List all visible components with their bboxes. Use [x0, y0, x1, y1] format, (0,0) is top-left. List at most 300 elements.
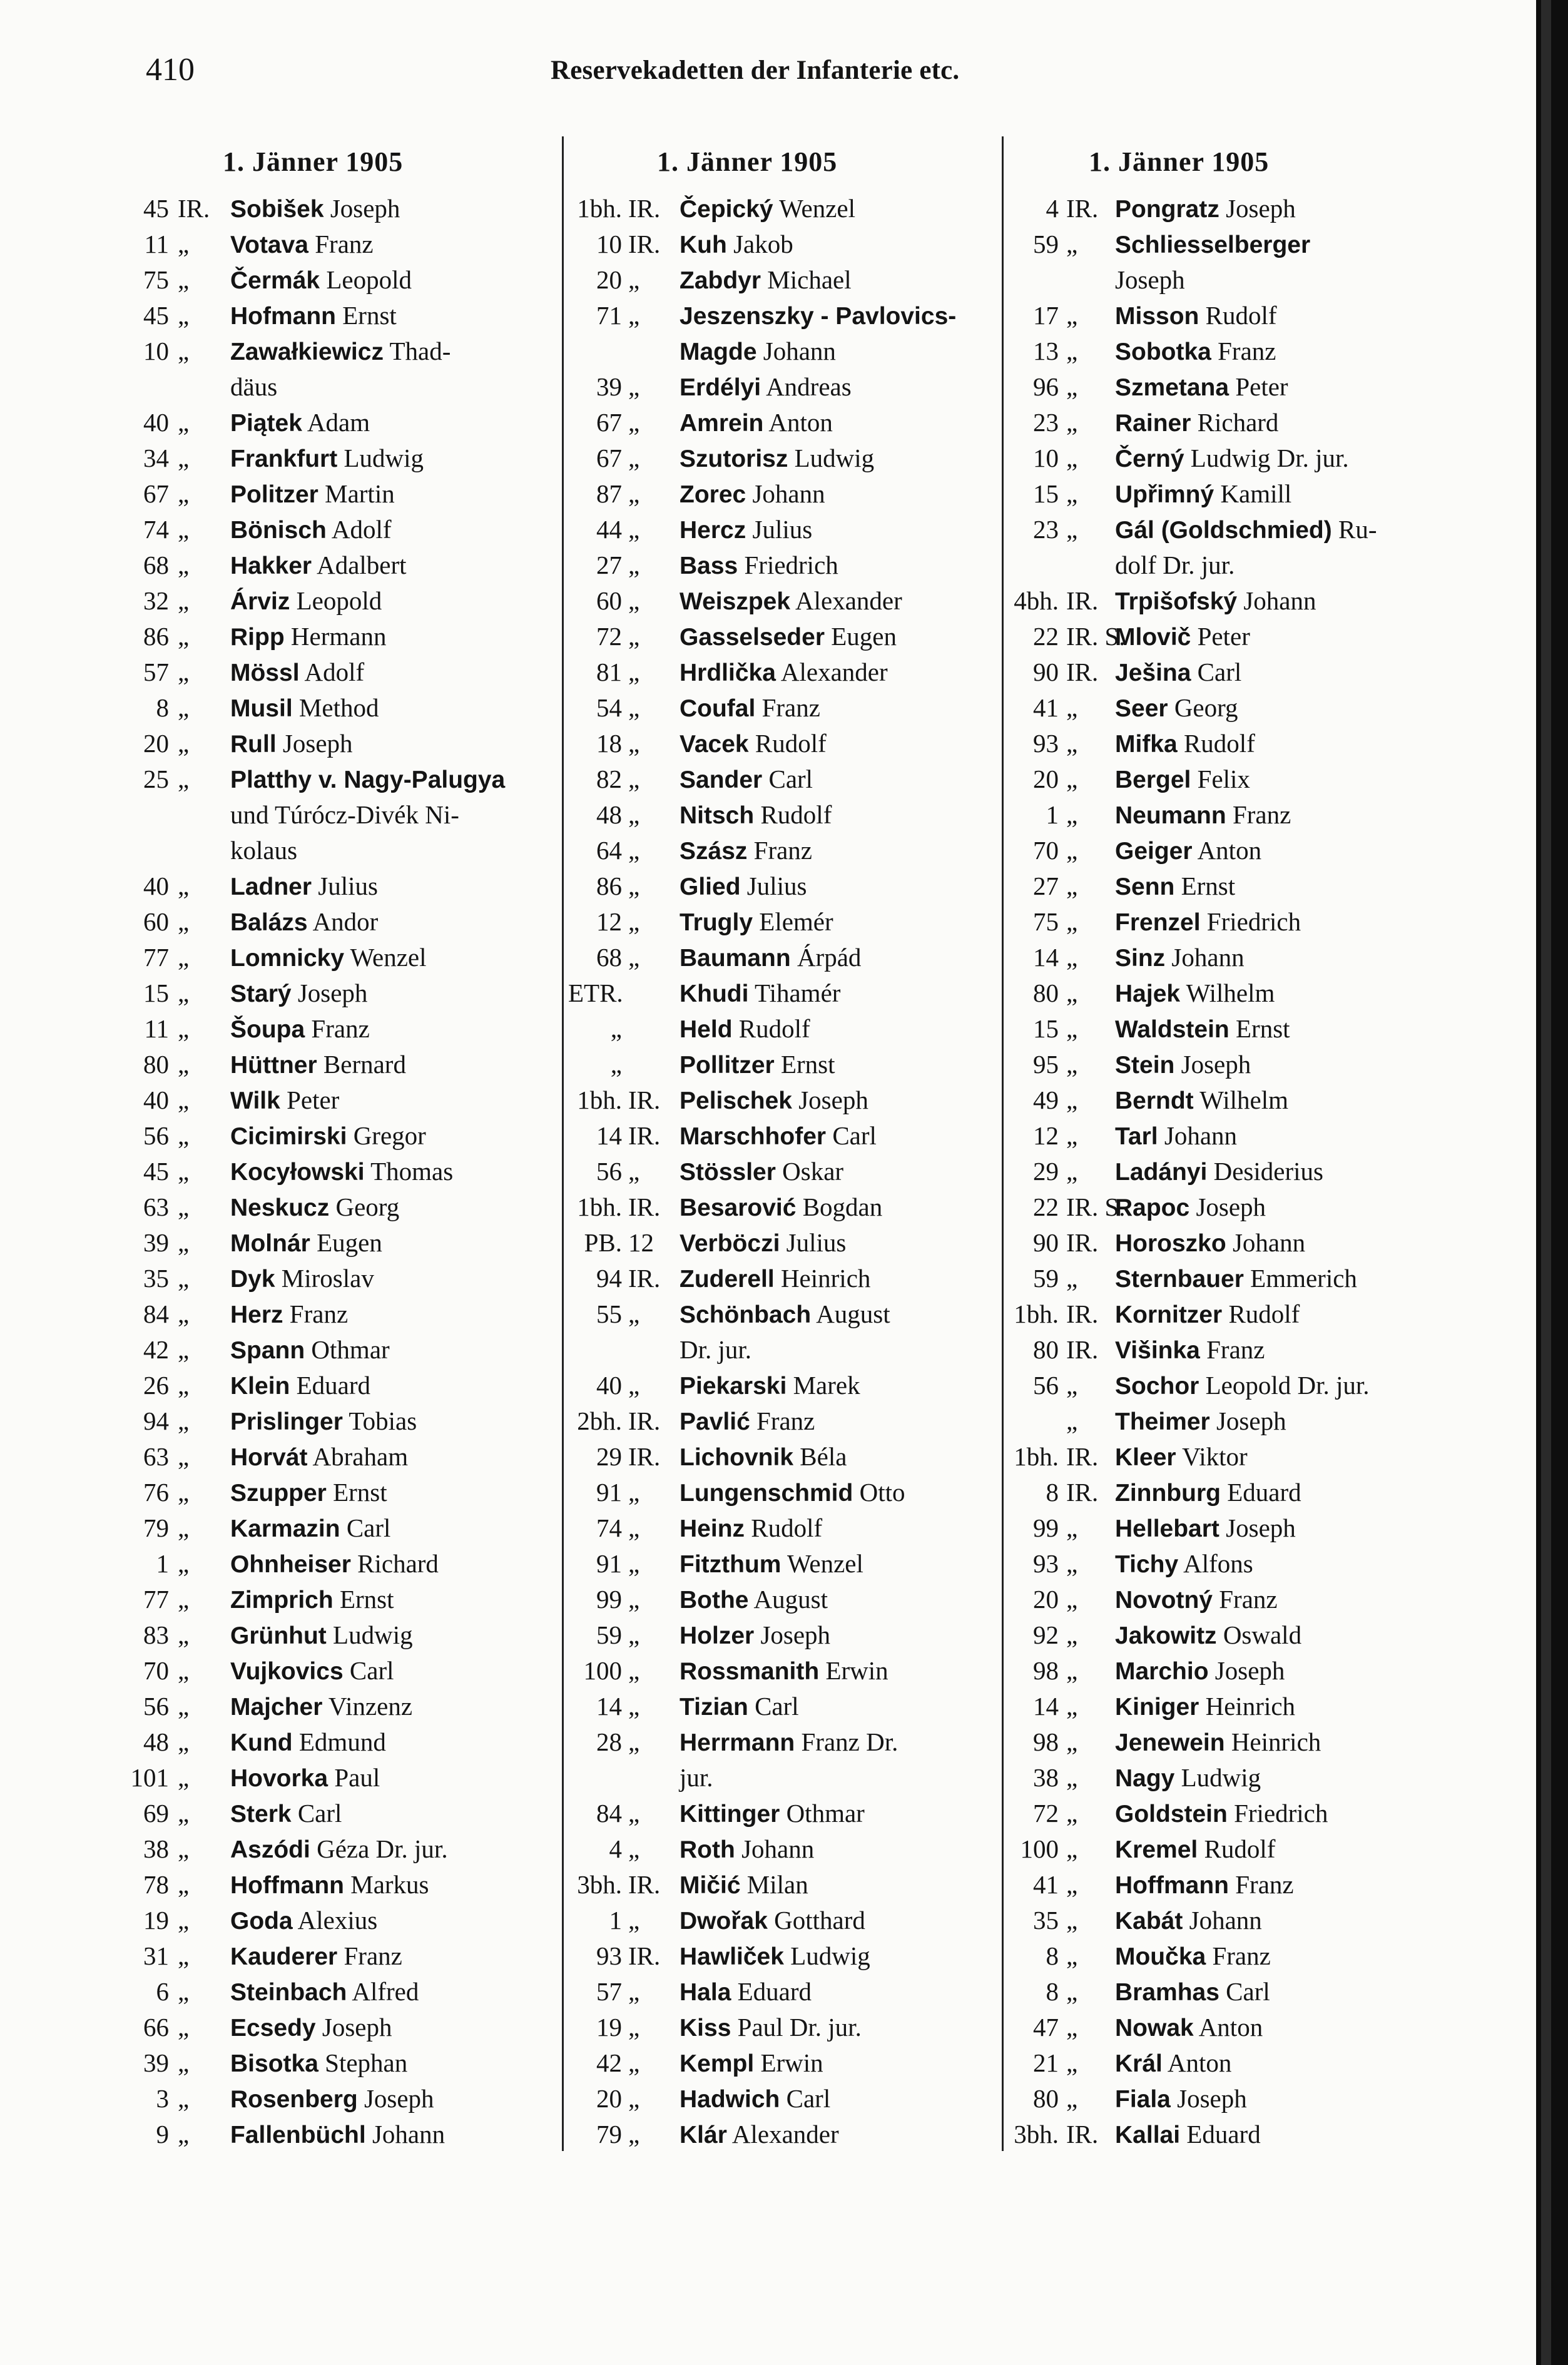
- entry-name: [230, 1118, 426, 1154]
- list-item: [125, 2081, 557, 2117]
- entry-number: 20: [1033, 1585, 1059, 1614]
- entry-surname: Klein: [230, 1373, 290, 1400]
- entry-name: [680, 1189, 882, 1226]
- list-item: [568, 1903, 1000, 1938]
- entry-given-name: Rudolf: [1204, 1834, 1276, 1863]
- entry-surname: Stössler: [680, 1159, 776, 1186]
- entry-number: 100: [1020, 1834, 1059, 1863]
- entry-number: 40: [143, 408, 169, 437]
- entry-number: 20: [1033, 765, 1059, 793]
- entry-number: 83: [143, 1620, 169, 1649]
- entry-number: 60: [143, 907, 169, 936]
- entry-surname: Ladányi: [1115, 1159, 1208, 1186]
- list-item: [1009, 1867, 1440, 1903]
- entry-name: [1115, 512, 1377, 548]
- entry-name: [230, 1510, 390, 1547]
- entry-number: 19: [596, 2013, 622, 2042]
- entry-unit: „: [178, 586, 190, 615]
- entry-unit: IR.: [628, 1870, 661, 1899]
- entry-given-name: Jakob: [733, 230, 793, 258]
- entry-surname: Kuh: [680, 231, 727, 258]
- entry-number: 99: [1033, 1513, 1059, 1542]
- entry-unit: „: [628, 551, 640, 579]
- entry-given-name: Friedrich: [744, 551, 838, 579]
- entry-name: [1115, 868, 1235, 905]
- entry-surname: Steinbach: [230, 1979, 347, 2006]
- entry-number: 39: [143, 1228, 169, 1257]
- entry-number: 10: [1033, 444, 1059, 472]
- entry-surname: Sterk: [230, 1801, 292, 1828]
- entry-number: 93: [1033, 729, 1059, 758]
- list-item: [568, 1403, 1000, 1439]
- entry-given-name: Joseph: [364, 2084, 434, 2113]
- list-item: [568, 262, 1000, 298]
- entry-name: [230, 619, 386, 655]
- entry-given-name: Alfons: [1183, 1549, 1253, 1578]
- entry-unit: „: [1066, 2048, 1078, 2077]
- entry-name: [230, 405, 370, 441]
- list-item: [1009, 1261, 1440, 1296]
- entry-surname: Fiala: [1115, 2086, 1171, 2113]
- entry-name: [1115, 2081, 1247, 2117]
- entry-number: 20: [596, 2084, 622, 2113]
- list-item: [125, 1903, 557, 1938]
- list-item: [1009, 333, 1440, 369]
- entry-unit: „: [628, 1977, 640, 2006]
- entry-unit: „: [178, 729, 190, 758]
- entry-given-name: Elemér: [759, 907, 833, 936]
- entry-number: 94: [596, 1264, 622, 1293]
- list-item: [568, 833, 1000, 868]
- entry-surname: Szmetana: [1115, 374, 1229, 401]
- entry-given-name: Leopold Dr. jur.: [1205, 1371, 1370, 1400]
- list-item: [1009, 2117, 1440, 2152]
- entry-surname: Vujkovics: [230, 1658, 344, 1685]
- entry-name: [680, 262, 852, 298]
- entry-surname: Khudi: [680, 980, 749, 1007]
- entry-unit: „: [1066, 729, 1078, 758]
- entry-name: [1115, 1082, 1288, 1119]
- entry-surname: Wilk: [230, 1087, 280, 1114]
- entry-unit: „: [178, 1763, 190, 1792]
- entry-given-name: Ludwig: [1181, 1763, 1261, 1792]
- entry-given-name: und Túrócz-Divék Ni-: [230, 800, 459, 829]
- entry-name: [1115, 1296, 1300, 1333]
- entry-number: 63: [143, 1442, 169, 1471]
- entry-given-name: Thad-: [389, 337, 451, 365]
- list-item: [568, 1475, 1000, 1510]
- entry-given-name: Johann: [741, 1834, 815, 1863]
- entry-given-name: Franz: [753, 836, 813, 865]
- entry-name: [680, 1974, 812, 2010]
- entry-number: 1bh.: [1014, 1442, 1059, 1471]
- list-item: [125, 1082, 557, 1118]
- entry-surname: Upřimný: [1115, 481, 1214, 508]
- entry-number: 77: [143, 943, 169, 972]
- entry-name: [1115, 1510, 1296, 1547]
- entry-name: [1115, 690, 1238, 726]
- entry-surname: Kiss: [680, 2015, 731, 2042]
- entry-given-name: Rudolf: [1183, 729, 1255, 758]
- entry-unit: „: [628, 2013, 640, 2042]
- entry-given-name: Alexander: [731, 2120, 839, 2149]
- entry-name: [680, 1225, 846, 1261]
- entry-name: [1115, 1760, 1261, 1796]
- entry-surname: Hrdlička: [680, 659, 776, 686]
- entry-number: 78: [143, 1870, 169, 1899]
- entry-name: [1115, 904, 1301, 940]
- entry-name: [230, 2081, 434, 2117]
- entry-given-name: Dr. jur.: [680, 1335, 752, 1364]
- entry-name: [680, 690, 820, 726]
- list-item: [125, 262, 557, 298]
- entry-surname: Hovorka: [230, 1765, 328, 1792]
- entry-number: 4bh.: [1014, 586, 1059, 615]
- entry-given-name: Joseph: [1177, 2084, 1247, 2113]
- list-item: [568, 1831, 1000, 1867]
- entry-given-name: August: [816, 1299, 890, 1328]
- entry-number: 75: [143, 265, 169, 294]
- entry-name: [680, 1332, 751, 1368]
- entry-unit: „: [628, 872, 640, 900]
- entry-given-name: Johann: [1243, 586, 1316, 615]
- entry-name: [230, 1082, 339, 1119]
- entry-given-name: Ernst: [1181, 872, 1236, 900]
- list-item: [1009, 1510, 1440, 1546]
- list-item: [568, 191, 1000, 226]
- entry-given-name: Desiderius: [1213, 1157, 1323, 1186]
- entry-given-name: Adolf: [304, 658, 365, 686]
- list-item: [568, 547, 1000, 583]
- list-item: [568, 1974, 1000, 2010]
- entry-number: 60: [596, 586, 622, 615]
- entry-surname: Nagy: [1115, 1765, 1175, 1792]
- entry-given-name: Ludwig: [790, 1941, 870, 1970]
- entry-name: [230, 1724, 386, 1761]
- entry-number: 29: [596, 1442, 622, 1471]
- list-item: [125, 1047, 557, 1082]
- entry-number: 3bh.: [577, 1870, 622, 1899]
- entry-unit: „: [1066, 1692, 1078, 1721]
- entry-number: „: [610, 1050, 622, 1079]
- entry-number: 22: [1033, 622, 1059, 651]
- entry-unit: „: [178, 1906, 190, 1935]
- list-item: [1009, 1653, 1440, 1689]
- entry-given-name: Joseph: [1226, 194, 1296, 223]
- entry-surname: Ješina: [1115, 659, 1191, 686]
- entry-surname: Dwořak: [680, 1908, 768, 1935]
- entry-surname: Ohnheiser: [230, 1551, 351, 1578]
- list-item: [568, 298, 1000, 333]
- list-item: [1009, 512, 1440, 547]
- entry-unit: „: [628, 1656, 640, 1685]
- entry-unit: „: [1066, 1585, 1078, 1614]
- entry-surname: Nitsch: [680, 802, 755, 829]
- list-item: [125, 1796, 557, 1831]
- entry-name: [230, 868, 378, 905]
- list-item: [568, 1510, 1000, 1546]
- entry-name: [230, 191, 400, 227]
- entry-given-name: Adolf: [331, 515, 392, 544]
- list-item: [568, 1368, 1000, 1403]
- entry-number: 70: [143, 1656, 169, 1685]
- entry-number: 100: [583, 1656, 622, 1685]
- entry-surname: Moučka: [1115, 1943, 1206, 1970]
- list-item: [568, 369, 1000, 405]
- entry-number: 26: [143, 1371, 169, 1400]
- entry-name: [1115, 369, 1288, 405]
- list-item: [125, 1011, 557, 1047]
- entry-unit: IR.: [628, 1121, 661, 1150]
- entry-name: [230, 2045, 407, 2082]
- entry-given-name: Carl: [1197, 658, 1242, 686]
- entry-given-name: Peter: [1235, 372, 1288, 401]
- entry-given-name: däus: [230, 372, 278, 401]
- entry-name: [1115, 1011, 1290, 1047]
- entry-name: [680, 761, 813, 798]
- entry-unit: „: [178, 479, 190, 508]
- entry-number: 69: [143, 1799, 169, 1828]
- entry-surname: Mlovič: [1115, 624, 1191, 651]
- entry-surname: Seer: [1115, 695, 1168, 722]
- entry-name: [1115, 1118, 1237, 1154]
- entry-unit: „: [1066, 1870, 1078, 1899]
- list-item: [125, 1439, 557, 1475]
- list-item: [125, 2010, 557, 2045]
- list-item: [568, 1011, 1000, 1047]
- entry-given-name: Joseph: [322, 2013, 392, 2042]
- entry-given-name: Hermann: [290, 622, 387, 651]
- entry-number: 20: [596, 265, 622, 294]
- entry-number: 8: [1046, 1977, 1059, 2006]
- list-item: [1009, 1689, 1440, 1724]
- entry-name: [680, 1617, 830, 1654]
- entry-surname: Besarović: [680, 1194, 797, 1221]
- list-item: [568, 2010, 1000, 2045]
- entry-name: [1115, 1689, 1295, 1725]
- entry-unit: „: [628, 1299, 640, 1328]
- entry-surname: Tichy: [1115, 1551, 1179, 1578]
- list-item: [125, 1403, 557, 1439]
- entry-surname: Platthy v. Nagy-Palugya: [230, 766, 506, 793]
- list-item: [1009, 1974, 1440, 2010]
- list-item: [568, 512, 1000, 547]
- entry-surname: Theimer: [1115, 1408, 1210, 1435]
- entry-number: 45: [143, 1157, 169, 1186]
- list-item: [568, 2117, 1000, 2152]
- list-item: [568, 797, 1000, 833]
- entry-name: [230, 726, 353, 762]
- entry-number: 14: [1033, 943, 1059, 972]
- entry-unit: „: [178, 301, 190, 330]
- list-item: [1009, 1582, 1440, 1617]
- entry-given-name: Anton: [1167, 2048, 1232, 2077]
- list-item: [568, 1796, 1000, 1831]
- entry-name: [230, 833, 297, 869]
- entry-given-name: Kamill: [1220, 479, 1292, 508]
- entry-given-name: Franz: [1212, 1941, 1271, 1970]
- list-item: [1009, 1546, 1440, 1582]
- entry-number: 23: [1033, 408, 1059, 437]
- entry-surname: Molnár: [230, 1230, 310, 1257]
- entry-number: 14: [596, 1121, 622, 1150]
- entry-name: [1115, 797, 1291, 833]
- entry-number: 49: [1033, 1086, 1059, 1114]
- entry-number: 12: [1033, 1121, 1059, 1150]
- entry-surname: Hoffmann: [230, 1872, 344, 1899]
- page-number: 410: [146, 52, 195, 88]
- entry-unit: „: [178, 1549, 190, 1578]
- entry-name: [1115, 1938, 1271, 1975]
- entry-given-name: Peter: [287, 1086, 340, 1114]
- entry-given-name: Leopold: [296, 586, 382, 615]
- entry-name: [680, 1867, 808, 1903]
- entry-surname: Glied: [680, 873, 741, 900]
- list-item: [1009, 833, 1440, 868]
- entry-given-name: Wilhelm: [1186, 979, 1275, 1007]
- entry-unit: „: [628, 1799, 640, 1828]
- entry-unit: „: [178, 907, 190, 936]
- entry-unit: „: [1066, 301, 1078, 330]
- entry-given-name: Joseph: [798, 1086, 868, 1114]
- entry-given-name: Rudolf: [760, 800, 832, 829]
- entry-surname: Lichovnik: [680, 1444, 794, 1471]
- entry-name: [1115, 1974, 1270, 2010]
- list-item: [125, 868, 557, 904]
- entry-given-name: Joseph: [1216, 1406, 1286, 1435]
- entry-given-name: Rudolf: [1205, 301, 1277, 330]
- entry-given-name: Julius: [318, 872, 378, 900]
- entry-unit: „: [628, 907, 640, 936]
- entry-unit: „: [178, 444, 190, 472]
- list-item: [125, 1261, 557, 1296]
- entry-given-name: Béla: [800, 1442, 847, 1471]
- entry-surname: Kittinger: [680, 1801, 780, 1828]
- entry-given-name: Ernst: [342, 301, 397, 330]
- entry-number: 84: [143, 1299, 169, 1328]
- list-item: [125, 797, 557, 833]
- entry-name: [1115, 1439, 1248, 1475]
- entry-given-name: August: [753, 1585, 828, 1614]
- entry-given-name: Vinzenz: [328, 1692, 413, 1721]
- entry-unit: „: [628, 658, 640, 686]
- entry-number: 80: [143, 1050, 169, 1079]
- list-item: [1009, 868, 1440, 904]
- entry-surname: Musil: [230, 695, 293, 722]
- entry-unit: „: [628, 1478, 640, 1507]
- entry-number: 20: [143, 729, 169, 758]
- entry-name: [680, 512, 812, 548]
- entry-surname: Hakker: [230, 552, 312, 579]
- entry-name: [230, 2010, 392, 2046]
- entry-name: [680, 2045, 823, 2082]
- list-item: [125, 940, 557, 975]
- entry-unit: „: [1066, 979, 1078, 1007]
- entry-unit: „: [178, 979, 190, 1007]
- entry-number: 44: [596, 515, 622, 544]
- entry-name: [680, 1368, 860, 1404]
- list-item: [125, 2045, 557, 2081]
- entry-name: [680, 868, 807, 905]
- entry-given-name: Johann: [372, 2120, 445, 2149]
- list-item: [125, 1653, 557, 1689]
- list-item: [568, 868, 1000, 904]
- list-item: [568, 1617, 1000, 1653]
- entry-number: 34: [143, 444, 169, 472]
- entry-number: 10: [143, 337, 169, 365]
- entry-given-name: Andor: [312, 907, 379, 936]
- entry-name: [1115, 1475, 1301, 1511]
- entry-unit: „: [1066, 230, 1078, 258]
- entry-surname: Sternbauer: [1115, 1266, 1244, 1293]
- entry-given-name: Johann: [752, 479, 825, 508]
- entry-given-name: Otto: [859, 1478, 905, 1507]
- entry-surname: Coufal: [680, 695, 756, 722]
- entry-surname: Pelischek: [680, 1087, 792, 1114]
- entry-name: [230, 1296, 348, 1333]
- entry-number: 14: [596, 1692, 622, 1721]
- entry-given-name: Joseph: [330, 194, 400, 223]
- entry-surname: Zabdyr: [680, 267, 761, 294]
- entry-number: 79: [143, 1513, 169, 1542]
- entry-unit: „: [1066, 800, 1078, 829]
- entry-given-name: Franz Dr.: [801, 1727, 899, 1756]
- entry-name: [680, 654, 888, 691]
- entry-unit: „: [1066, 2084, 1078, 2113]
- entry-surname: Goldstein: [1115, 1801, 1228, 1828]
- entry-given-name: Milan: [746, 1870, 808, 1899]
- entry-given-name: Anton: [1198, 2013, 1263, 2042]
- entry-surname: Holzer: [680, 1622, 755, 1649]
- entry-number: 1: [156, 1549, 169, 1578]
- entry-given-name: Stephan: [325, 2048, 408, 2077]
- entry-number: 93: [1033, 1549, 1059, 1578]
- entry-unit: „: [178, 658, 190, 686]
- entry-surname: Hoffmann: [1115, 1872, 1229, 1899]
- entry-name: [1115, 1796, 1328, 1832]
- list-item: [1009, 1011, 1440, 1047]
- entry-surname: Rainer: [1115, 410, 1191, 437]
- entry-given-name: Paul Dr. jur.: [737, 2013, 862, 2042]
- entry-surname: Jakowitz: [1115, 1622, 1217, 1649]
- entry-number: 8: [156, 693, 169, 722]
- entry-number: 1: [609, 1906, 622, 1935]
- entry-unit: „: [1066, 1977, 1078, 2006]
- entry-surname: Višinka: [1115, 1337, 1200, 1364]
- entry-unit: IR.: [1066, 1228, 1099, 1257]
- entry-surname: Frenzel: [1115, 909, 1201, 936]
- entry-given-name: Miroslav: [281, 1264, 374, 1293]
- entry-given-name: Joseph: [282, 729, 353, 758]
- entry-unit: IR.: [628, 1193, 661, 1221]
- list-item: [568, 226, 1000, 262]
- entry-name: [680, 2117, 839, 2153]
- list-item: [568, 333, 1000, 369]
- entry-given-name: Heinrich: [780, 1264, 871, 1293]
- entry-name: [680, 1475, 905, 1511]
- list-item: [1009, 1047, 1440, 1082]
- entry-given-name: Georg: [1174, 693, 1238, 722]
- entry-surname: Árviz: [230, 588, 290, 615]
- entry-surname: Zimprich: [230, 1587, 333, 1614]
- list-item: [568, 940, 1000, 975]
- entry-surname: Ecsedy: [230, 2015, 316, 2042]
- entry-given-name: Friedrich: [1206, 907, 1301, 936]
- entry-name: [1115, 940, 1245, 976]
- entry-surname: Šoupa: [230, 1016, 305, 1043]
- entry-unit: IR.: [1066, 1442, 1099, 1471]
- entry-unit: IR.: [628, 1406, 661, 1435]
